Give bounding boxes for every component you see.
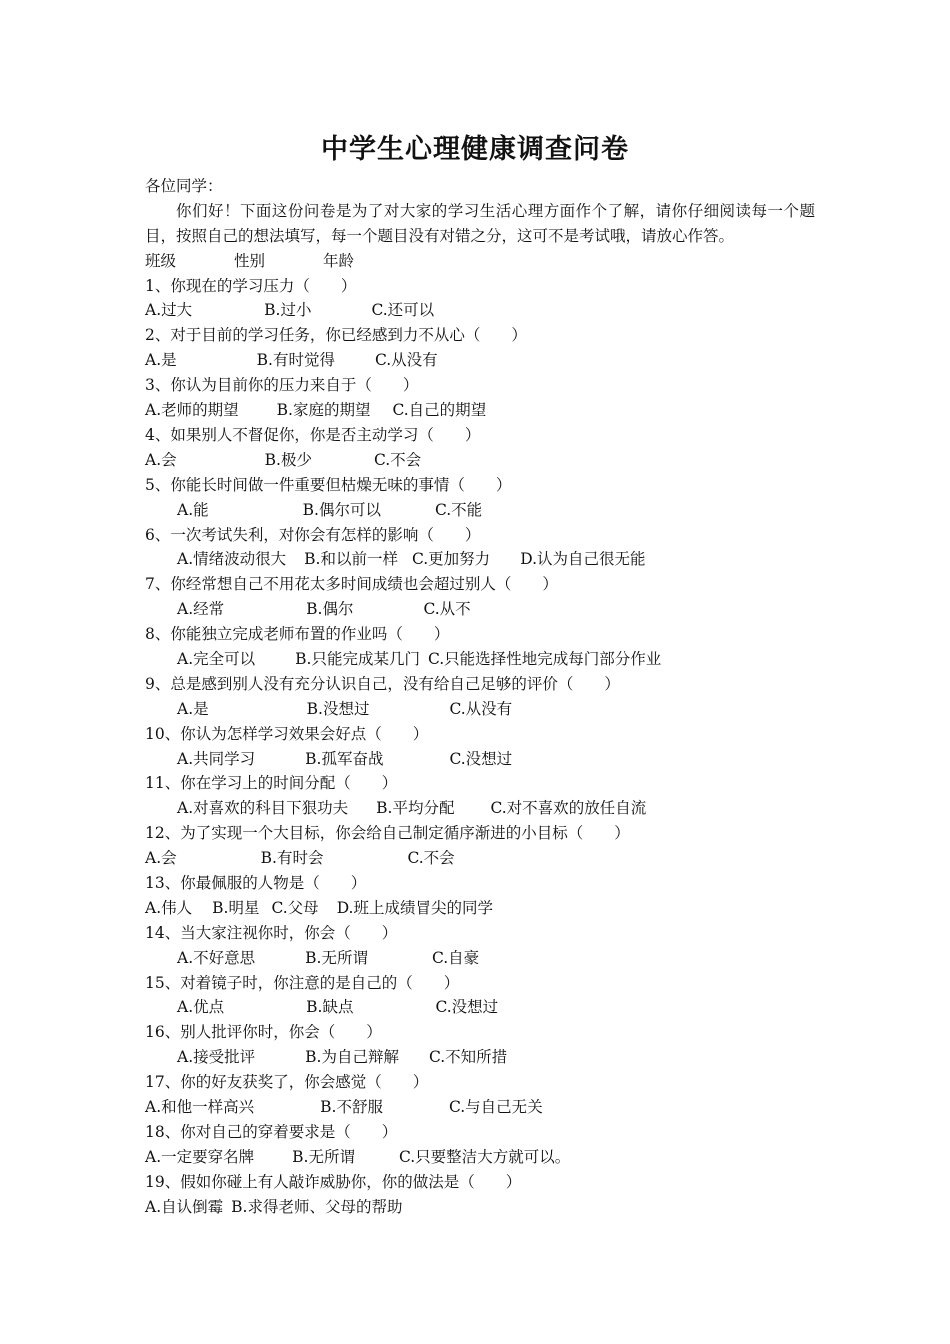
options-18 — [145, 1145, 815, 1170]
document-body — [145, 174, 815, 1219]
question-4: 4、如果别人不督促你，你是否主动学习（ ） — [145, 425, 481, 444]
question-19: 19、假如你碰上有人敲诈威胁你，你的做法是（ ） — [145, 1172, 522, 1191]
info-field-class: 班级 — [145, 251, 177, 270]
option: C.只能选择性地完成每门部分作业 — [427, 649, 662, 668]
option: A.情绪波动很大 — [177, 550, 287, 569]
option: C.对不喜欢的放任自流 — [490, 799, 647, 818]
options-6 — [145, 547, 815, 572]
question-6: 6、一次考试失利，对你会有怎样的影响（ ） — [145, 525, 481, 544]
info-field-gender: 性别 — [234, 251, 266, 270]
option: C.只要整洁大方就可以。 — [398, 1147, 571, 1166]
option: B.有时会 — [260, 849, 324, 868]
option: A.会 — [145, 450, 177, 469]
option: B.无所谓 — [292, 1147, 355, 1166]
option: B.只能完成某几门 — [295, 649, 420, 668]
option: A.自认倒霉 — [145, 1197, 224, 1216]
option: A.是 — [177, 699, 209, 718]
option: C.不能 — [434, 500, 483, 519]
option: C.从没有 — [374, 351, 438, 370]
options-16 — [145, 1045, 815, 1070]
option: A.共同学习 — [177, 749, 256, 768]
options-9 — [145, 697, 815, 722]
info-field-age: 年龄 — [323, 251, 355, 270]
option: C.从不 — [423, 600, 471, 619]
question-3: 3、你认为目前你的压力来自于（ ） — [145, 376, 419, 395]
option: B.家庭的期望 — [276, 401, 371, 420]
option: B.和以前一样 — [304, 550, 398, 569]
option: B.明星 — [212, 898, 260, 917]
option: B.无所谓 — [305, 948, 368, 967]
option: A.能 — [177, 500, 209, 519]
option: C.没想过 — [449, 749, 513, 768]
question-12: 12、为了实现一个大目标，你会给自己制定循序渐进的小目标（ ） — [145, 824, 630, 843]
option: A.是 — [145, 351, 177, 370]
option: C.父母 — [271, 898, 319, 917]
options-8 — [145, 647, 815, 672]
options-3 — [145, 398, 815, 423]
options-13 — [145, 896, 815, 921]
question-2: 2、对于目前的学习任务，你已经感到力不从心（ ） — [145, 326, 527, 345]
option: B.缺点 — [306, 998, 354, 1017]
option: C.自己的期望 — [392, 401, 487, 420]
option: C.与自己无关 — [448, 1097, 543, 1116]
option: A.伟人 — [145, 898, 193, 917]
options-14 — [145, 946, 815, 971]
info-fields-row — [145, 249, 815, 274]
options-12 — [145, 846, 815, 871]
option: C.没想过 — [435, 998, 499, 1017]
options-7 — [145, 597, 815, 622]
option: B.为自己辩解 — [305, 1048, 399, 1067]
question-8: 8、你能独立完成老师布置的作业吗（ ） — [145, 625, 450, 644]
option: B.求得老师、父母的帮助 — [231, 1197, 403, 1216]
options-10 — [145, 747, 815, 772]
option: D.班上成绩冒尖的同学 — [336, 898, 493, 917]
option: B.过小 — [264, 301, 312, 320]
question-11: 11、你在学习上的时间分配（ ） — [145, 774, 398, 793]
options-17 — [145, 1095, 815, 1120]
option: A.接受批评 — [177, 1048, 256, 1067]
option: A.一定要穿名牌 — [145, 1147, 255, 1166]
question-1: 1、你现在的学习压力（ ） — [145, 276, 357, 295]
question-5: 5、你能长时间做一件重要但枯燥无味的事情（ ） — [145, 475, 512, 494]
options-11 — [145, 796, 815, 821]
option: C.从没有 — [449, 699, 513, 718]
intro-paragraph: 你们好！下面这份问卷是为了对大家的学习生活心理方面作个了解，请你仔细阅读每一个题目，按照自己的想法填写，每一个题目没有对错之分，这可不是考试哦，请放心作答。 — [145, 201, 815, 245]
option: B.平均分配 — [376, 799, 455, 818]
question-16: 16、别人批评你时，你会（ ） — [145, 1023, 382, 1042]
option: A.老师的期望 — [145, 401, 239, 420]
option: B.偶尔可以 — [302, 500, 381, 519]
option: A.会 — [145, 849, 177, 868]
option: C.还可以 — [371, 301, 435, 320]
option: B.极少 — [264, 450, 312, 469]
option: B.有时觉得 — [256, 351, 335, 370]
question-10: 10、你认为怎样学习效果会好点（ ） — [145, 724, 429, 743]
option: A.和他一样高兴 — [145, 1097, 255, 1116]
option: A.过大 — [145, 301, 193, 320]
question-14: 14、当大家注视你时，你会（ ） — [145, 923, 398, 942]
option: C.自豪 — [431, 948, 480, 967]
question-13: 13、你最佩服的人物是（ ） — [145, 873, 367, 892]
options-15 — [145, 995, 815, 1020]
question-17: 17、你的好友获奖了，你会感觉（ ） — [145, 1073, 429, 1092]
options-1 — [145, 298, 815, 323]
option: A.完全可以 — [177, 649, 256, 668]
option: C.不知所措 — [428, 1048, 508, 1067]
question-9: 9、总是感到别人没有充分认识自己，没有给自己足够的评价（ ） — [145, 674, 620, 693]
document-title: 中学生心理健康调查问卷 — [321, 134, 629, 165]
option: D.认为自己很无能 — [520, 550, 646, 569]
options-4 — [145, 448, 815, 473]
question-18: 18、你对自己的穿着要求是（ ） — [145, 1122, 398, 1141]
options-5 — [145, 498, 815, 523]
option: A.经常 — [177, 600, 225, 619]
option: C.不会 — [407, 849, 455, 868]
greeting: 各位同学： — [145, 177, 223, 195]
question-15: 15、对着镜子时，你注意的是自己的（ ） — [145, 973, 460, 992]
option: A.不好意思 — [177, 948, 256, 967]
option: A.对喜欢的科目下狠功夫 — [177, 799, 349, 818]
question-7: 7、你经常想自己不用花太多时间成绩也会超过别人（ ） — [145, 575, 558, 594]
option: A.优点 — [177, 998, 225, 1017]
option: B.孤军奋战 — [305, 749, 384, 768]
option: C.不会 — [373, 450, 422, 469]
options-2 — [145, 348, 815, 373]
option: C.更加努力 — [411, 550, 491, 569]
option: B.偶尔 — [306, 600, 354, 619]
option: B.没想过 — [306, 699, 370, 718]
option: B.不舒服 — [320, 1097, 383, 1116]
options-19 — [145, 1195, 815, 1220]
